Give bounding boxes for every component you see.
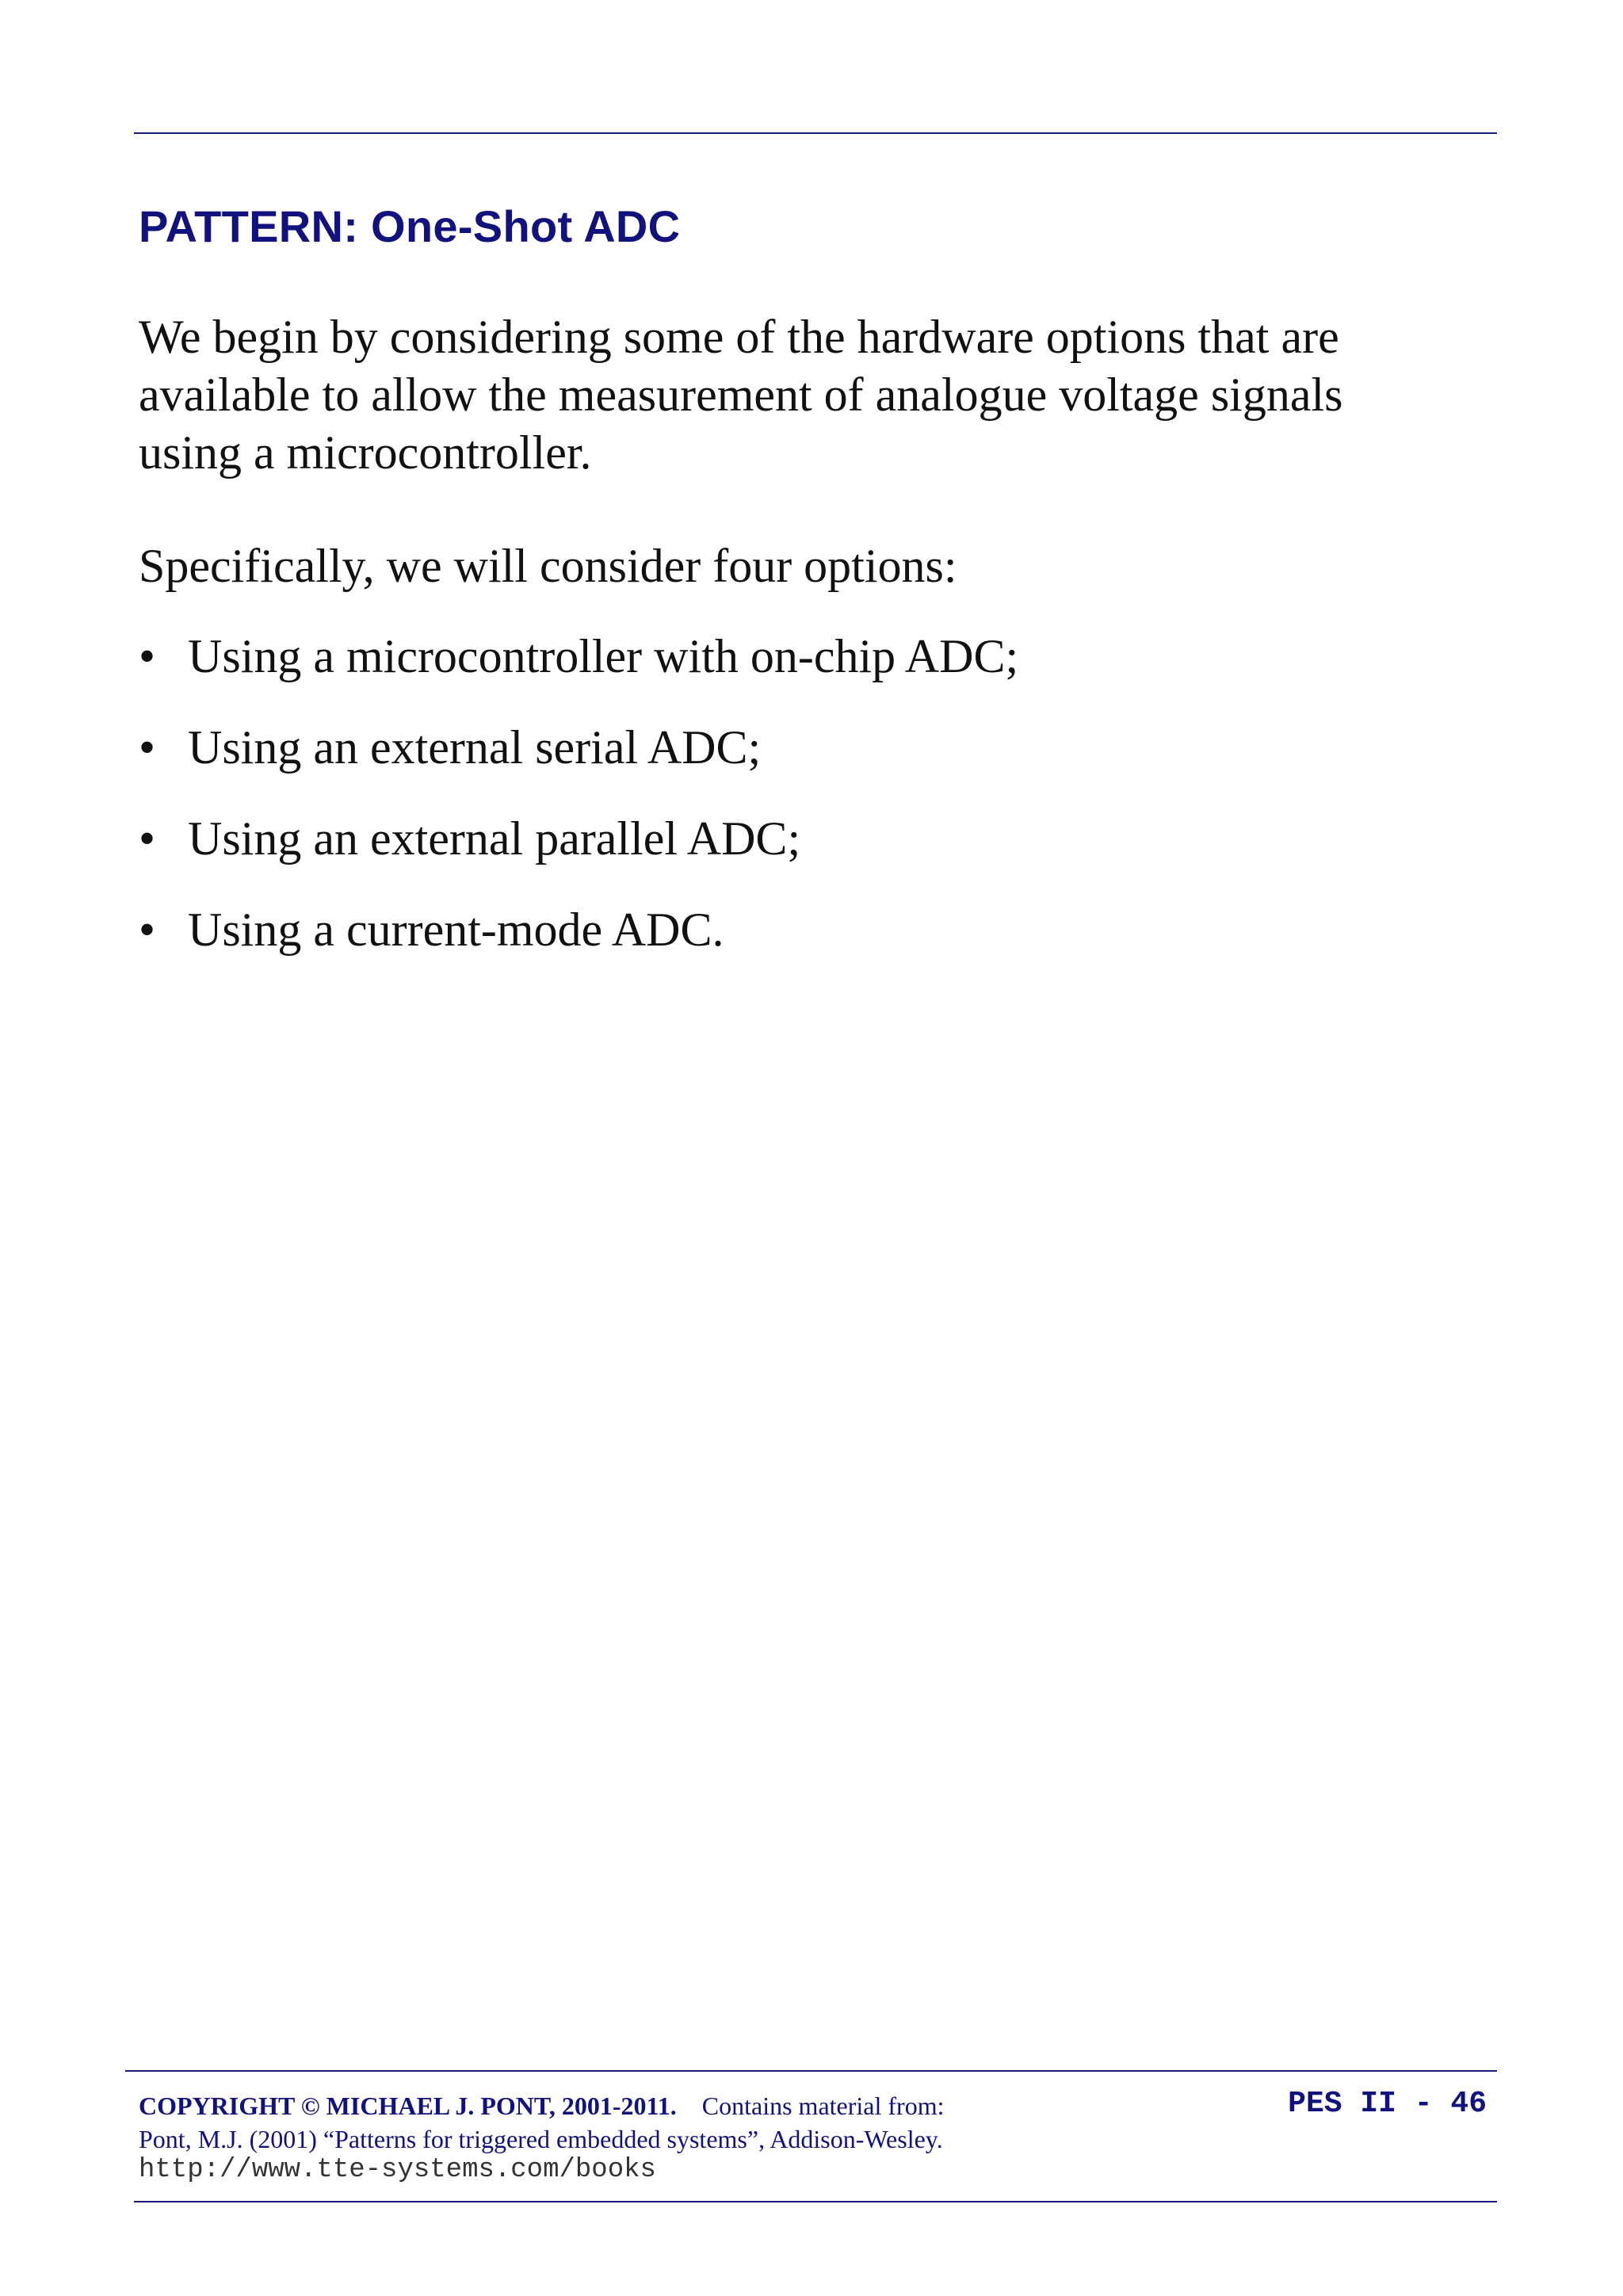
option-text: Using an external serial ADC; xyxy=(188,721,762,774)
intro-line-1: We begin by considering some of the hardware options that are xyxy=(139,311,1339,363)
footer-source-citation: Pont, M.J. (2001) “Patterns for triggered embedded systems”, Addison-Wesley. xyxy=(139,2125,943,2153)
intro-line-2: available to allow the measurement of analogue voltage signals xyxy=(139,369,1343,421)
footer-divider-bottom xyxy=(134,2201,1497,2202)
bullet-icon: • xyxy=(139,630,156,682)
bullet-icon: • xyxy=(139,721,156,774)
specifics-paragraph: Specifically, we will consider four options: xyxy=(139,540,957,592)
option-text: Using a microcontroller with on-chip ADC; xyxy=(188,630,1019,682)
top-divider xyxy=(134,132,1497,134)
intro-line-3: using a microcontroller. xyxy=(139,426,592,479)
page-number: PES II - 46 xyxy=(1288,2087,1487,2121)
bullet-icon: • xyxy=(139,812,156,865)
option-text: Using an external parallel ADC; xyxy=(188,812,801,865)
intro-paragraph xyxy=(139,308,1342,482)
footer-divider-top xyxy=(125,2070,1497,2072)
option-text: Using a current-mode ADC. xyxy=(188,904,724,956)
page-title: PATTERN: One-Shot ADC xyxy=(139,201,681,251)
contains-material-text: Contains material from: xyxy=(701,2092,945,2120)
copyright-notice: COPYRIGHT © MICHAEL J. PONT, 2001-2011. xyxy=(139,2092,677,2120)
bullet-icon: • xyxy=(139,904,156,956)
footer-url: http://www.tte-systems.com/books xyxy=(139,2155,656,2185)
footer-copyright-line xyxy=(139,2090,944,2122)
